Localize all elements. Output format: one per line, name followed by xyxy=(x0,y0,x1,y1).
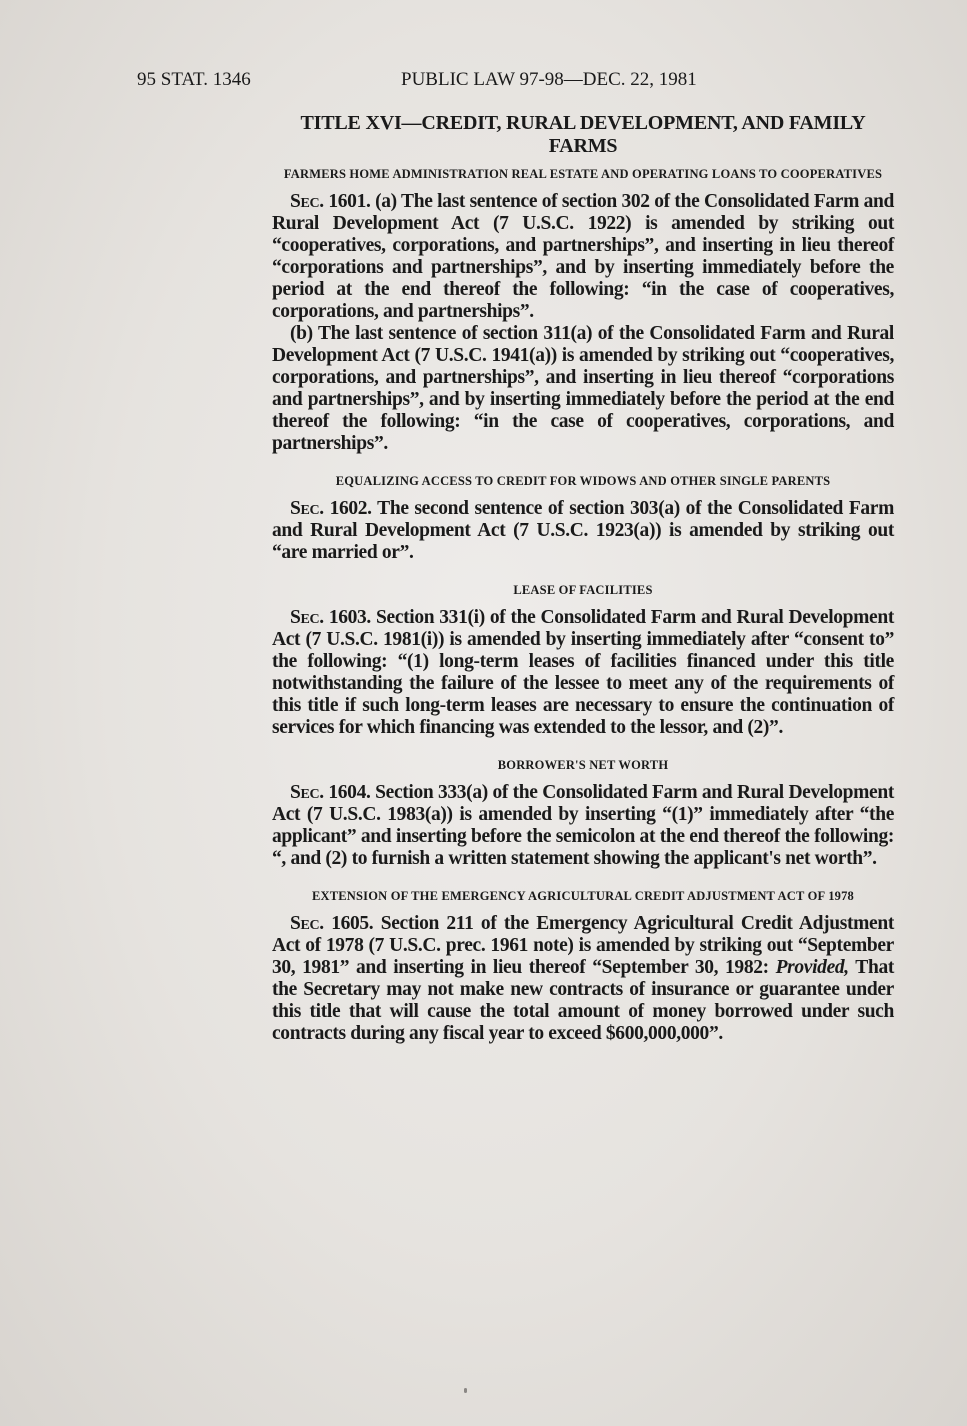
section-1601-b xyxy=(272,323,894,455)
scan-speck xyxy=(464,1388,467,1393)
section-heading-1603: LEASE OF FACILITIES xyxy=(513,583,653,597)
section-1602 xyxy=(272,498,894,564)
section-heading-1601: FARMERS HOME ADMINISTRATION REAL ESTATE AND OPERATING LOANS TO COOPERATIVES xyxy=(283,167,883,181)
document-body xyxy=(272,112,894,1045)
section-text: The second sentence of section 303(a) of the Consolidated Farm and Rural Development Act (7 U.S.C. 1923(a)) is amended by striking out “are married or”. xyxy=(272,498,894,563)
section-text: (b) The last sentence of section 311(a) of the Consolidated Farm and Rural Development Act (7 U.S.C. 1941(a)) is amended by striking out “cooperatives, corporations, and partnerships”, and inserting in lieu thereof “corporations and partnerships”, and by inserting immediately before the period at the end thereof the following: “in the case of cooperatives, corporations, and partnerships”. xyxy=(272,323,894,454)
section-1603 xyxy=(272,607,894,739)
section-label: Sec. 1601. xyxy=(290,191,371,212)
proviso-emphasis: Provided, xyxy=(775,957,849,978)
section-text: Section 211 of the Emergency Agricultural Credit Adjustment Act of 1978 (7 U.S.C. prec. 1961 note) is amended by striking out “September 30, 1981” and inserting in lieu thereof “September 30, 1982: xyxy=(272,913,894,978)
section-label: Sec. 1603. xyxy=(290,607,371,628)
bleed-through-mark xyxy=(150,462,153,474)
section-1605 xyxy=(272,913,894,1045)
section-label: Sec. 1605. xyxy=(290,913,374,934)
section-text: That the Secretary may not make new contracts of insurance or guarantee under this title that will cause the total amount of money borrowed under such contracts during any fiscal year to exceed $600,000,000”. xyxy=(272,957,894,1044)
stat-page-number: 95 STAT. 1346 xyxy=(137,69,251,90)
section-text: (a) The last sentence of section 302 of the Consolidated Farm and Rural Development Act (7 U.S.C. 1922) is amended by striking out “cooperatives, corporations, and partnerships”, and inserting in lieu thereof “corporations and partnerships”, and by inserting immediately before the period at the end thereof the following: “in the case of cooperatives, corporations, and partnerships”. xyxy=(272,191,894,322)
title-heading: TITLE XVI—CREDIT, RURAL DEVELOPMENT, AND FAMILY FARMS xyxy=(300,112,866,157)
public-law-date: PUBLIC LAW 97-98—DEC. 22, 1981 xyxy=(401,69,697,90)
section-heading-1602: EQUALIZING ACCESS TO CREDIT FOR WIDOWS AND OTHER SINGLE PARENTS xyxy=(335,474,831,488)
section-1601-a xyxy=(272,191,894,323)
section-text: Section 331(i) of the Consolidated Farm and Rural Development Act (7 U.S.C. 1981(i)) is amended by inserting immediately after “consent to” the following: “(1) long-term leases of facilities financed under this title notwithstanding the failure of the lessee to meet any of the requirements of this title if such long-term leases are necessary to ensure the continuation of services for which financing was extended to the lessor, and (2)”. xyxy=(272,607,895,738)
running-head xyxy=(137,66,837,94)
section-text: Section 333(a) of the Consolidated Farm and Rural Development Act (7 U.S.C. 1983(a)) is amended by inserting “(1)” immediately after “the applicant” and inserting before the semicolon at the end thereof the following: “, and (2) to furnish a written statement showing the applicant's net worth”. xyxy=(272,782,894,869)
section-1604 xyxy=(272,782,894,870)
section-label: Sec. 1602. xyxy=(290,498,372,519)
section-label: Sec. 1604. xyxy=(290,782,371,803)
section-heading-1604: BORROWER'S NET WORTH xyxy=(497,758,669,772)
section-heading-1605: EXTENSION OF THE EMERGENCY AGRICULTURAL CREDIT ADJUSTMENT ACT OF 1978 xyxy=(311,889,855,903)
